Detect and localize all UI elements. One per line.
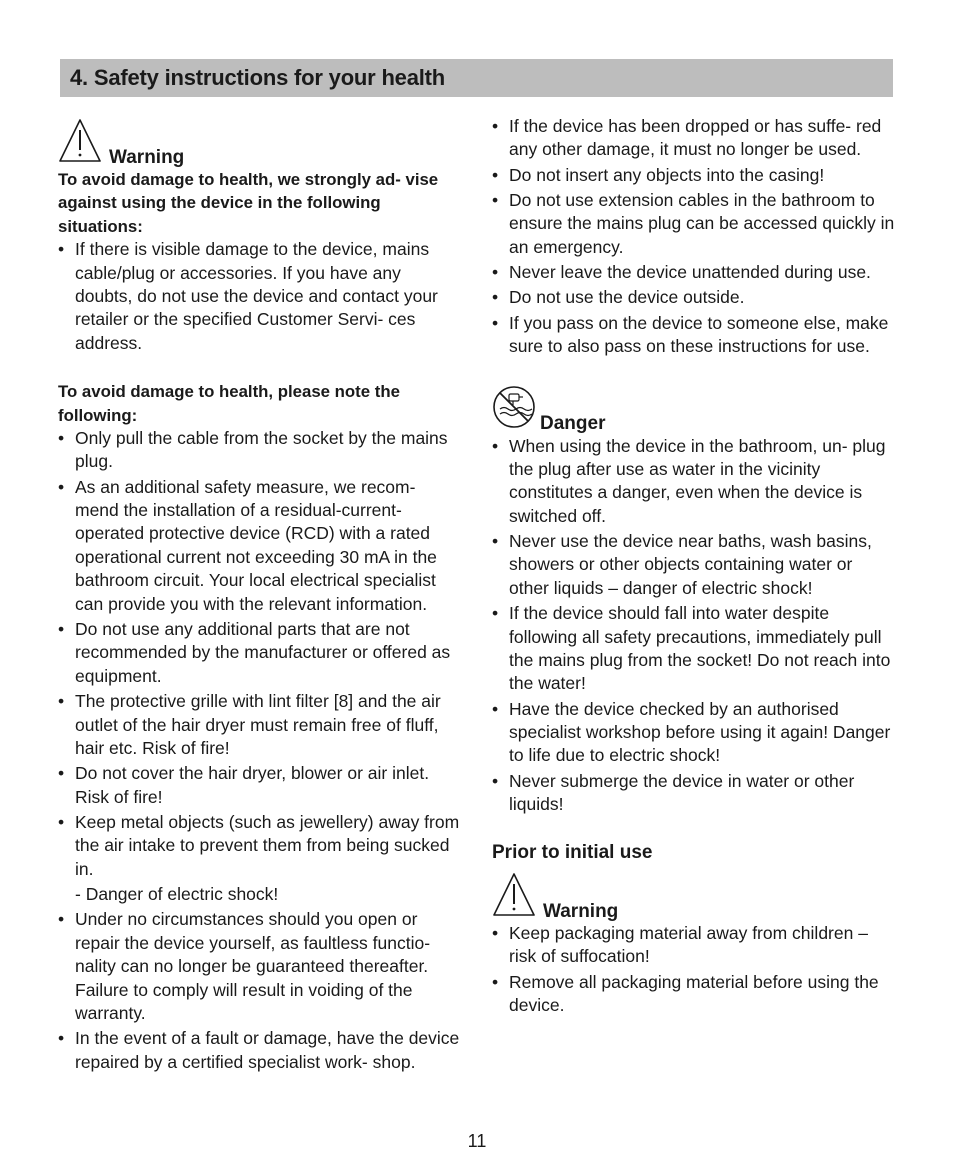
- sub-note: - Danger of electric shock!: [75, 884, 279, 905]
- section-title: 4. Safety instructions for your health: [70, 65, 446, 90]
- list-item: • Do not insert any objects into the casing!: [492, 164, 897, 187]
- warning-label: Warning: [109, 146, 185, 168]
- list-item: • If the device should fall into water despite following all safety precautions, immediately pull the mains plug from the socket! Do not reach into the water!: [492, 602, 897, 696]
- list-item: • Do not use extension cables in the bathroom to ensure the mains plug can be accessed quickly in an emergency.: [492, 189, 897, 259]
- right-list-2: [492, 922, 897, 1018]
- list-item: • In the event of a fault or damage, have the device repaired by a certified specialist work- shop.: [58, 1027, 463, 1074]
- right-list-1: [492, 115, 897, 359]
- page-number: 11: [467, 1131, 487, 1151]
- list-item: • When using the device in the bathroom, un- plug the plug after use as water in the vicinity constitutes a danger, even when the device is switched off.: [492, 435, 897, 529]
- list-item: • Remove all packaging material before using the device.: [492, 971, 897, 1018]
- list-item: • Never submerge the device in water or other liquids!: [492, 770, 897, 817]
- list-item: • The protective grille with lint filter [8] and the air outlet of the hair dryer must remain free of fluff, hair etc. Risk of fire!: [58, 690, 463, 760]
- list-item: • Do not use the device outside.: [492, 286, 897, 309]
- warning-label-2: Warning: [543, 900, 619, 922]
- list-item: • Never leave the device unattended during use.: [492, 261, 897, 284]
- left-list-2: [58, 427, 463, 881]
- list-item: • If you pass on the device to someone else, make sure to also pass on these instructions for use.: [492, 312, 897, 359]
- list-item: • Do not use any additional parts that are not recommended by the manufacturer or offered as equipment.: [58, 618, 463, 688]
- left-list-3: [58, 908, 463, 1074]
- danger-label: Danger: [540, 413, 606, 435]
- right-column: [492, 115, 897, 1019]
- list-item: • Only pull the cable from the socket by the mains plug.: [58, 427, 463, 474]
- list-item: • Keep packaging material away from children – risk of suffocation!: [492, 922, 897, 969]
- warning-triangle-icon: [58, 118, 102, 164]
- prior-title: Prior to initial use: [492, 841, 653, 863]
- list-item: • Keep metal objects (such as jewellery) away from the air intake to prevent them from being sucked in.: [58, 811, 463, 881]
- danger-heading: [492, 385, 897, 435]
- left-list-1: [58, 238, 463, 355]
- warning-heading: [58, 118, 463, 168]
- intro-text-2: To avoid damage to health, please note the following:: [58, 382, 400, 425]
- danger-list: [492, 435, 897, 817]
- section-header: [60, 59, 893, 97]
- no-water-hairdryer-icon: [492, 385, 536, 429]
- intro-text-1: To avoid damage to health, we strongly ad- vise against using the device in the following situations:: [58, 170, 439, 236]
- left-column: [58, 118, 463, 1076]
- list-item: • As an additional safety measure, we recom- mend the installation of a residual-current- operated protective device (RCD) with a rated operational current not exceeding 30 mA in the bathroom circuit. Your local electrical specialist can provide you with the relevant information.: [58, 476, 463, 616]
- list-item: • Never use the device near baths, wash basins, showers or other objects containing water or other liquids – danger of electric shock!: [492, 530, 897, 600]
- list-item: • Under no circumstances should you open or repair the device yourself, as faultless functio- nality can no longer be guaranteed thereafter. Failure to comply will result in voiding of the warranty.: [58, 908, 463, 1025]
- list-item: • If the device has been dropped or has suffe- red any other damage, it must no longer be used.: [492, 115, 897, 162]
- list-item: • Have the device checked by an authorised specialist workshop before using it again! Danger to life due to electric shock!: [492, 698, 897, 768]
- list-item: • If there is visible damage to the device, mains cable/plug or accessories. If you have any doubts, do not use the device and contact your retailer or the specified Customer Servi- ces address.: [58, 238, 463, 355]
- warning-heading-2: [492, 872, 897, 922]
- list-item: • Do not cover the hair dryer, blower or air inlet. Risk of fire!: [58, 762, 463, 809]
- warning-triangle-icon: [492, 872, 536, 918]
